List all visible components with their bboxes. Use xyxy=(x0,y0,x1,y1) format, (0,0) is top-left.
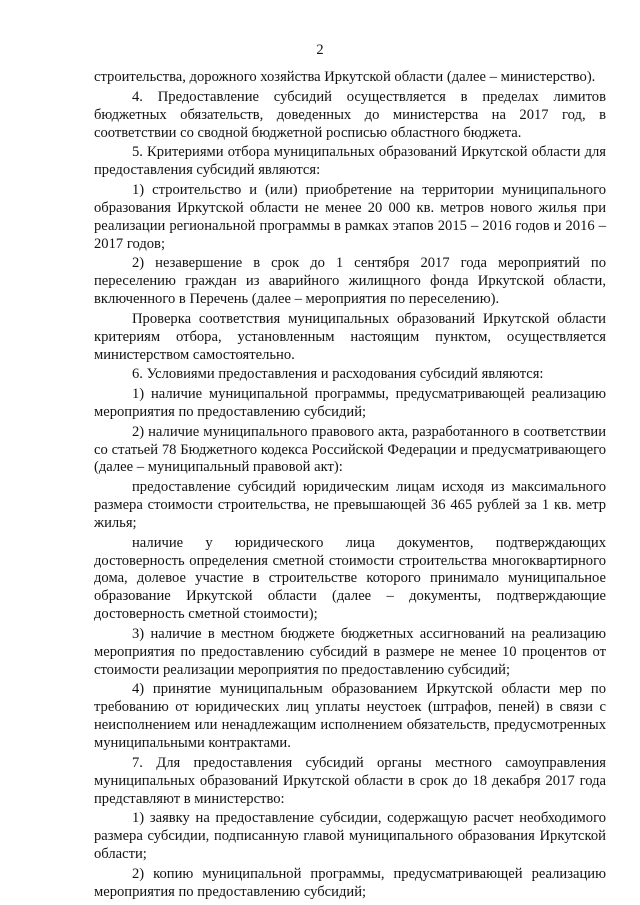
paragraph-verification: Проверка соответствия муниципальных образований Иркутской области критериям отбора, установленным настоящим пунктом, осуществляется министерством самостоятельно. xyxy=(94,310,606,363)
paragraph-continuation: строительства, дорожного хозяйства Иркутской области (далее – министерство). xyxy=(94,69,596,85)
paragraph-6: 6. Условиями предоставления и расходования субсидий являются: xyxy=(132,366,544,383)
paragraph-7-item-1: 1) заявку на предоставление субсидии, содержащую расчет необходимого размера субсидии, подписанную главой муниципального образования Иркутской области; xyxy=(94,810,606,863)
paragraph-7: 7. Для предоставления субсидий органы местного самоуправления муниципальных образований Иркутской области в срок до 18 декабря 2017 года представляют в министерство: xyxy=(94,754,606,807)
paragraph-6-item-1: 1) наличие муниципальной программы, предусматривающей реализацию мероприятия по предоставлению субсидий; xyxy=(94,385,606,420)
paragraph-4: 4. Предоставление субсидий осуществляется в пределах лимитов бюджетных обязательств, доведенных до министерства на 2017 год, в соответствии со сводной бюджетной росписью областного бюджета. xyxy=(94,88,606,141)
document-body xyxy=(94,69,606,904)
paragraph-6-item-4: 4) принятие муниципальным образованием Иркутской области мер по требованию от юридических лиц уплаты неустоек (штрафов, пеней) в связи с неисполнением или ненадлежащим исполнением обязательств, предусмотренных муниципальными контрактами. xyxy=(94,681,606,752)
paragraph-5: 5. Критериями отбора муниципальных образований Иркутской области для предоставления субсидий являются: xyxy=(94,144,606,179)
paragraph-5-item-1: 1) строительство и (или) приобретение на территории муниципального образования Иркутской области не менее 20 000 кв. метров нового жилья при реализации региональной программы в рамках этапов 2015 – 2016 годов и 2016 – 2017 годов; xyxy=(94,181,606,252)
paragraph-6-item-2: 2) наличие муниципального правового акта, разработанного в соответствии со статьей 78 Бюджетного кодекса Российской Федерации и предусматривающего (далее – муниципальный правовой акт): xyxy=(94,423,606,476)
paragraph-6-item-2-sub-2: наличие у юридического лица документов, подтверждающих достоверность определения сметной стоимости строительства многоквартирного дома, долевое участие в строительстве которого принимало муниципальное образование Иркутской области (далее – документы, подтверждающие достоверность сметной стоимости); xyxy=(94,534,606,623)
paragraph-5-item-2: 2) незавершение в срок до 1 сентября 2017 года мероприятий по переселению граждан из аварийного жилищного фонда Иркутской области, включенного в Перечень (далее – мероприятия по переселению). xyxy=(94,255,606,308)
paragraph-6-item-3: 3) наличие в местном бюджете бюджетных ассигнований на реализацию мероприятия по предоставлению субсидий в размере не менее 10 процентов от стоимости реализации мероприятия по предоставлению субсидий; xyxy=(94,625,606,678)
paragraph-6-item-2-sub-1: предоставление субсидий юридическим лицам исходя из максимального размера стоимости строительства, не превышающей 36 465 рублей за 1 кв. метр жилья; xyxy=(94,479,606,531)
page-number: 2 xyxy=(316,42,324,58)
paragraph-7-item-2: 2) копию муниципальной программы, предусматривающей реализацию мероприятия по предоставлению субсидий; xyxy=(94,865,606,900)
